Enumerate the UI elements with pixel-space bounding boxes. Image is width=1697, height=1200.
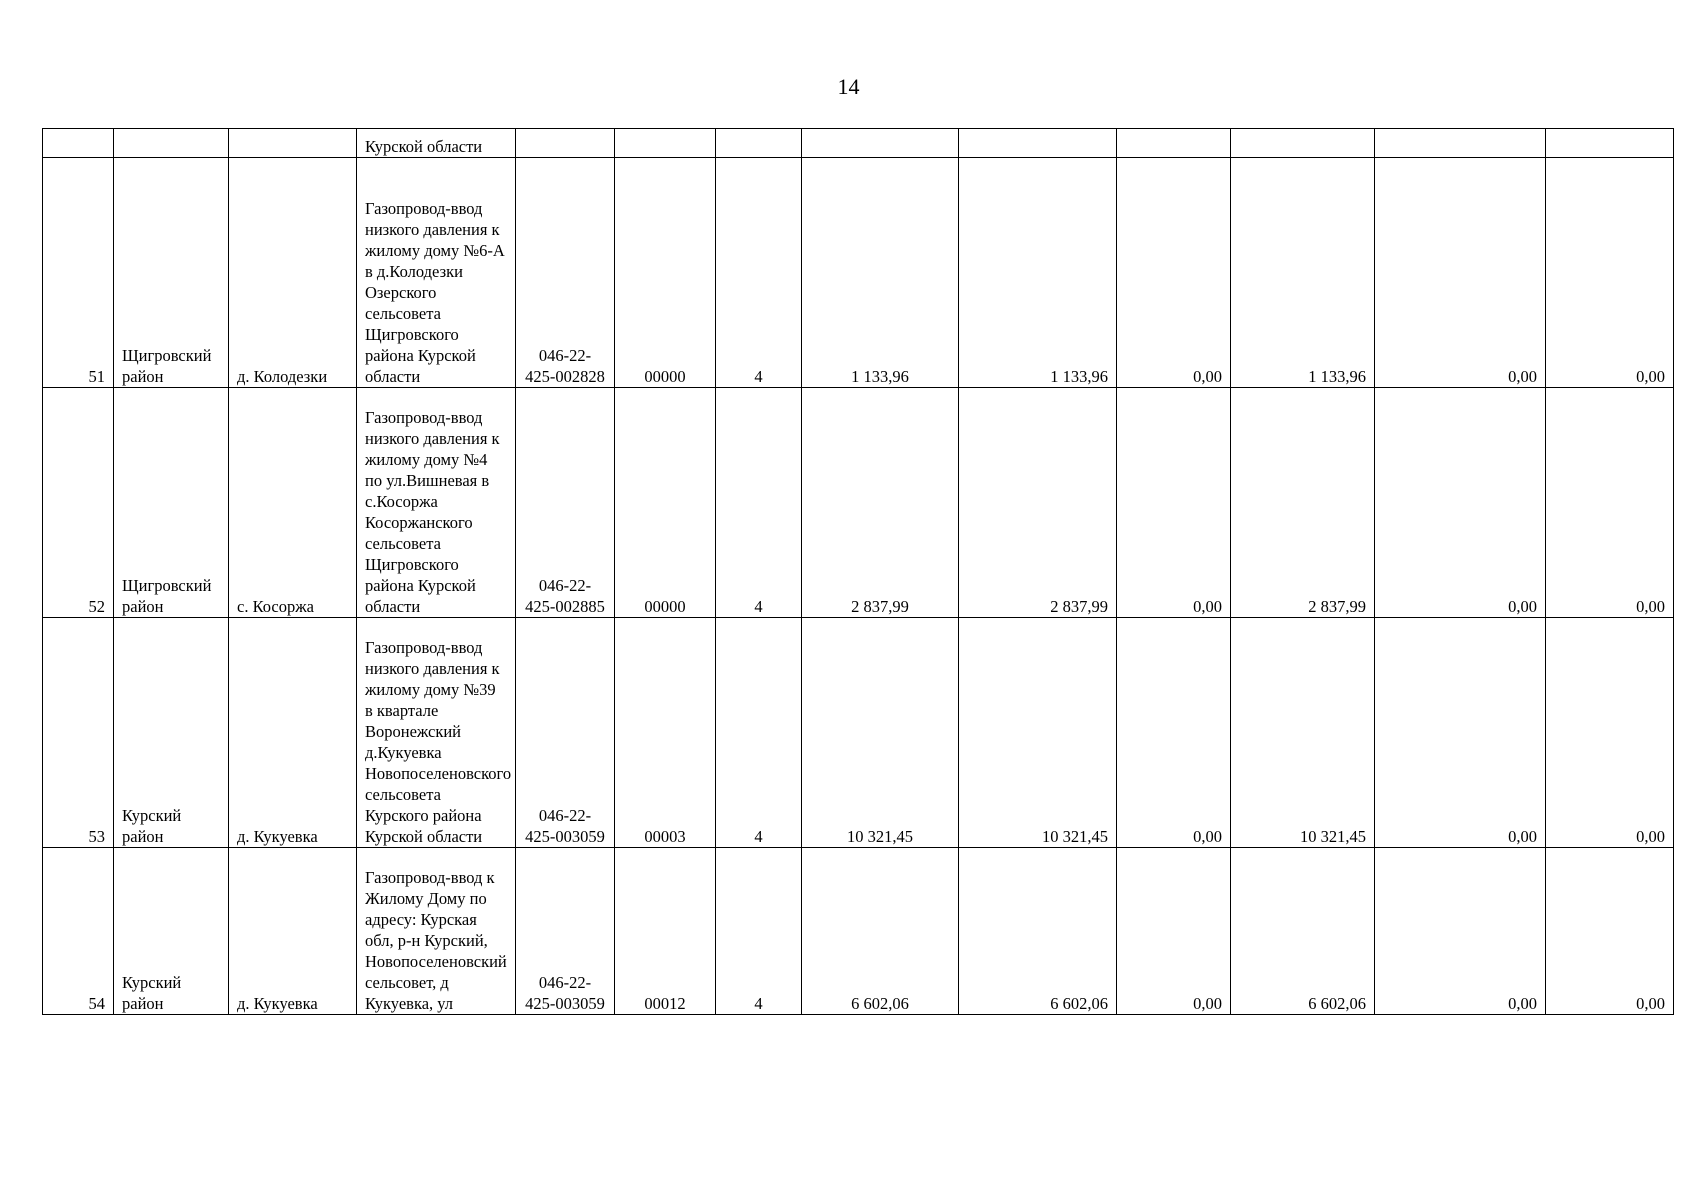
- cell-v3: 0,00: [1117, 618, 1231, 848]
- cell-v6: [1546, 129, 1674, 158]
- cell-no: 53: [43, 618, 114, 848]
- cell-v2: 10 321,45: [959, 618, 1117, 848]
- cell-v4: 6 602,06: [1231, 848, 1375, 1015]
- cell-v2: 2 837,99: [959, 388, 1117, 618]
- cell-group: 4: [716, 388, 802, 618]
- cell-v1: 1 133,96: [802, 158, 959, 388]
- register-table: [42, 128, 1674, 1015]
- cell-v2: [959, 129, 1117, 158]
- cell-v3: 0,00: [1117, 388, 1231, 618]
- cell-locality: д. Колодезки: [229, 158, 357, 388]
- cell-group: [716, 129, 802, 158]
- cell-no: [43, 129, 114, 158]
- cell-subcode: 00012: [615, 848, 716, 1015]
- cell-subcode: 00003: [615, 618, 716, 848]
- cell-v6: 0,00: [1546, 158, 1674, 388]
- cell-locality: с. Косоржа: [229, 388, 357, 618]
- cell-v5: 0,00: [1375, 158, 1546, 388]
- cell-description: Газопровод-ввод низкого давления к жилому дому №4 по ул.Вишневая в с.Косоржа Косоржанского сельсовета Щигровского района Курской области: [357, 388, 516, 618]
- cell-v2: 1 133,96: [959, 158, 1117, 388]
- cell-v1: 10 321,45: [802, 618, 959, 848]
- cell-code: [516, 129, 615, 158]
- table-row: [43, 618, 1674, 848]
- cell-no: 54: [43, 848, 114, 1015]
- cell-district: Щигровский район: [114, 158, 229, 388]
- cell-v5: [1375, 129, 1546, 158]
- cell-v2: 6 602,06: [959, 848, 1117, 1015]
- cell-v5: 0,00: [1375, 388, 1546, 618]
- cell-group: 4: [716, 618, 802, 848]
- cell-subcode: [615, 129, 716, 158]
- cell-v4: 2 837,99: [1231, 388, 1375, 618]
- table-row: [43, 388, 1674, 618]
- cell-v5: 0,00: [1375, 848, 1546, 1015]
- cell-description: Газопровод-ввод к Жилому Дому по адресу: Курская обл, р-н Курский, Новопоселеновский сельсовет, д Кукуевка, ул: [357, 848, 516, 1015]
- table-row: [43, 158, 1674, 388]
- cell-code: 046-22-425-003059: [516, 848, 615, 1015]
- cell-v1: [802, 129, 959, 158]
- cell-v3: 0,00: [1117, 848, 1231, 1015]
- cell-v4: [1231, 129, 1375, 158]
- cell-v5: 0,00: [1375, 618, 1546, 848]
- cell-group: 4: [716, 158, 802, 388]
- cell-locality: д. Кукуевка: [229, 848, 357, 1015]
- cell-v4: 10 321,45: [1231, 618, 1375, 848]
- cell-description: Газопровод-ввод низкого давления к жилому дому №6-А в д.Колодезки Озерского сельсовета Щигровского района Курской области: [357, 158, 516, 388]
- cell-description: Газопровод-ввод низкого давления к жилому дому №39 в квартале Воронежский д.Кукуевка Новопоселеновского сельсовета Курского района Курской области: [357, 618, 516, 848]
- cell-district: [114, 129, 229, 158]
- page-number: 14: [837, 74, 860, 99]
- cell-subcode: 00000: [615, 388, 716, 618]
- cell-v6: 0,00: [1546, 848, 1674, 1015]
- cell-code: 046-22-425-003059: [516, 618, 615, 848]
- table-row-continuation: [43, 129, 1674, 158]
- cell-no: 51: [43, 158, 114, 388]
- cell-v3: [1117, 129, 1231, 158]
- cell-v4: 1 133,96: [1231, 158, 1375, 388]
- cell-subcode: 00000: [615, 158, 716, 388]
- cell-district: Щигровский район: [114, 388, 229, 618]
- cell-v1: 2 837,99: [802, 388, 959, 618]
- cell-locality: д. Кукуевка: [229, 618, 357, 848]
- cell-no: 52: [43, 388, 114, 618]
- cell-locality: [229, 129, 357, 158]
- cell-code: 046-22-425-002885: [516, 388, 615, 618]
- cell-group: 4: [716, 848, 802, 1015]
- table-row: [43, 848, 1674, 1015]
- cell-code: 046-22-425-002828: [516, 158, 615, 388]
- cell-v6: 0,00: [1546, 618, 1674, 848]
- cell-description: Курской области: [357, 129, 516, 158]
- cell-district: Курский район: [114, 848, 229, 1015]
- cell-v1: 6 602,06: [802, 848, 959, 1015]
- cell-v3: 0,00: [1117, 158, 1231, 388]
- cell-district: Курский район: [114, 618, 229, 848]
- cell-v6: 0,00: [1546, 388, 1674, 618]
